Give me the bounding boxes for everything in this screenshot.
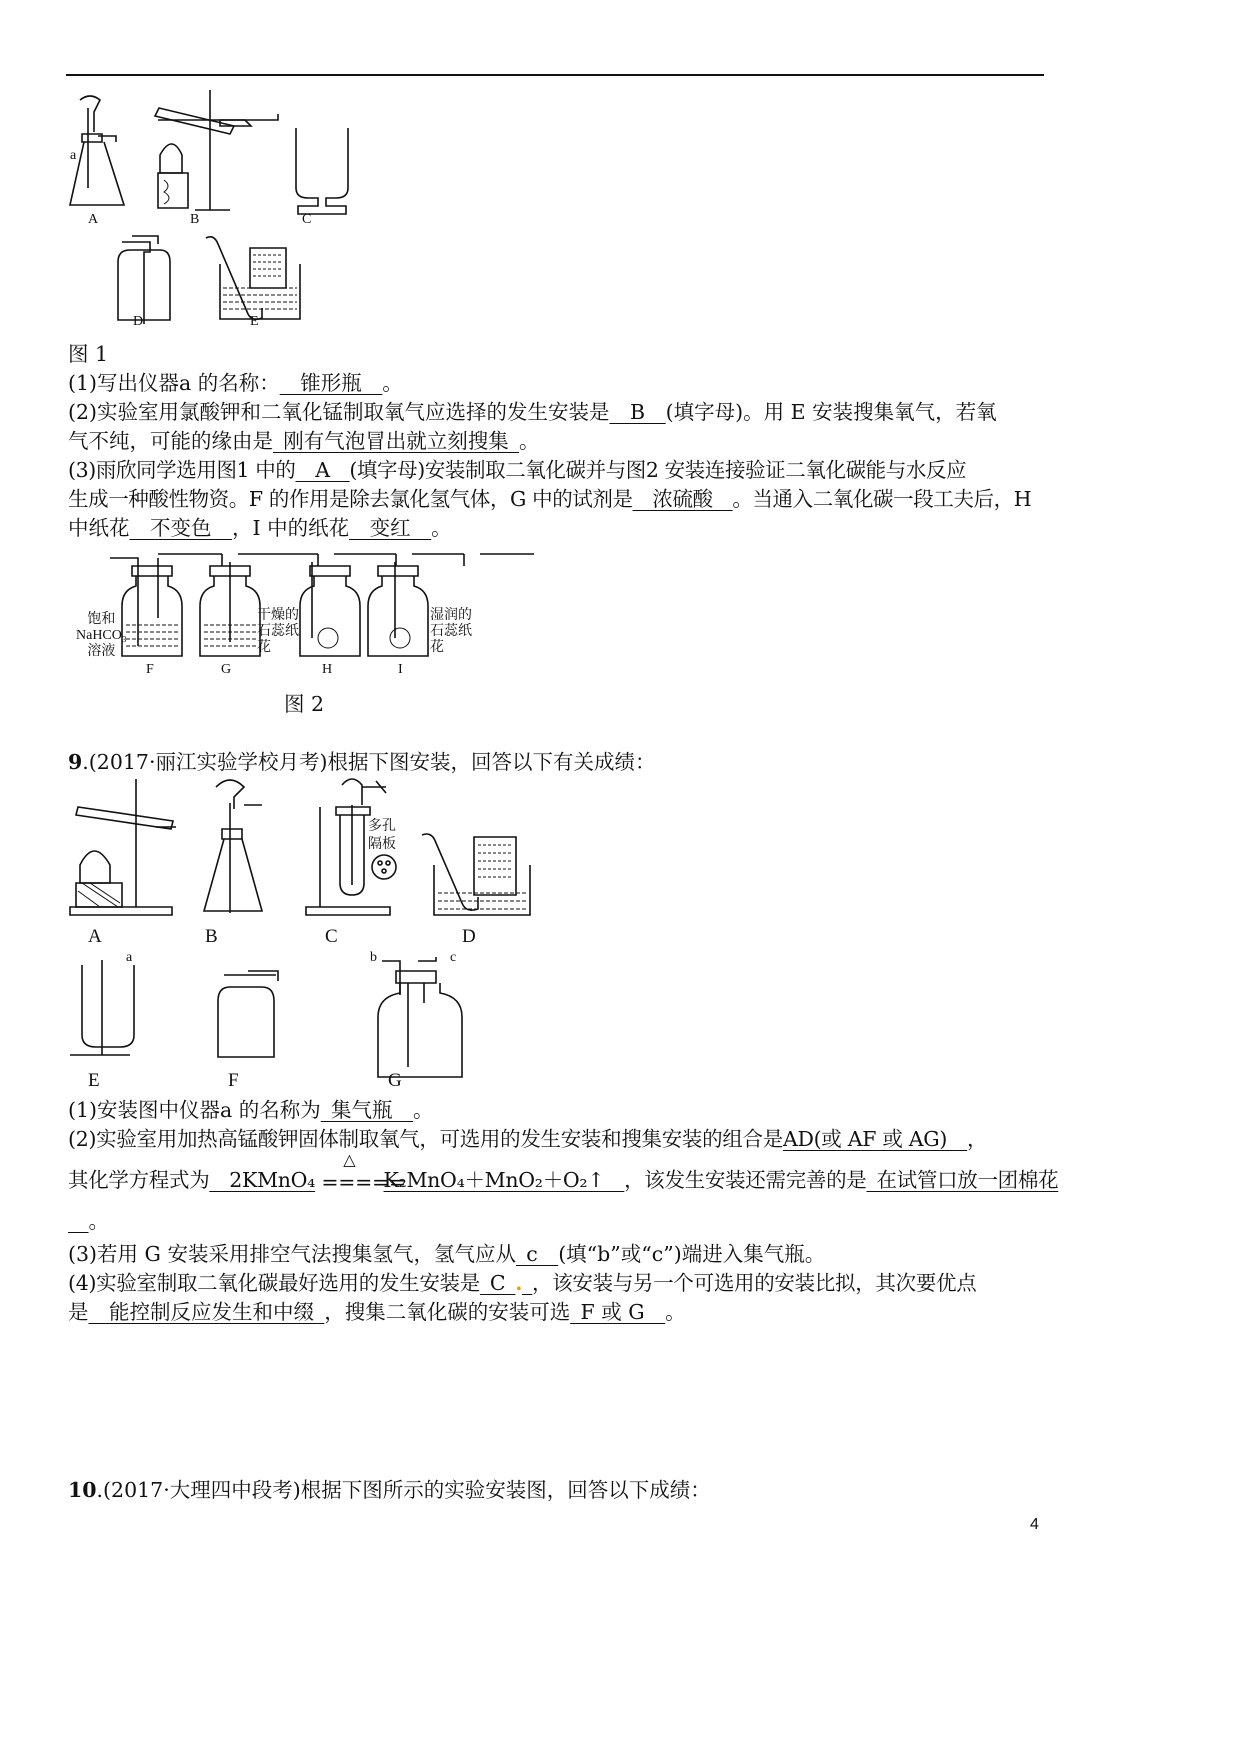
fig2-letter-H: H bbox=[322, 662, 333, 677]
q9-answer-2a: AD(或 AF 或 AG)__ bbox=[782, 1127, 967, 1151]
q10-stem: 10.(2017·大理四中段考)根据下图所示的实验安装图，回答以下成绩： bbox=[68, 1478, 711, 1502]
fig2-label-dry-flower: 干燥的 石蕊纸 花 bbox=[257, 608, 299, 655]
q8-answer-1: __锥形瓶__ bbox=[279, 371, 383, 395]
q8-answer-2a: __B__ bbox=[609, 400, 666, 424]
q9-label-F: F bbox=[228, 1070, 239, 1091]
header-rule bbox=[66, 74, 1044, 76]
q9-part4-line1: (4)实验室制取二氧化碳最好选用的发生安装是_C_._，该安装与另一个可选用的安装比拟，其次要优点 bbox=[68, 1271, 977, 1295]
figure-q9-apparatus bbox=[66, 775, 556, 1085]
q9-label-porous-plate: 多孔 隔板 bbox=[368, 819, 396, 852]
fig2-letter-F: F bbox=[146, 662, 154, 677]
fig1-label-a: a bbox=[70, 148, 77, 163]
q9-label-C: C bbox=[325, 926, 338, 947]
q9-label-c: c bbox=[450, 950, 457, 965]
q8-part3-line3: 中纸花__不变色__，I 中的纸花__变红__。 bbox=[68, 516, 452, 540]
q9-label-A: A bbox=[88, 926, 102, 947]
fig1-label-E: E bbox=[250, 314, 259, 329]
q9-answer-1: _集气瓶__ bbox=[320, 1098, 414, 1122]
q9-label-b: b bbox=[370, 950, 377, 965]
fig1-label-C: C bbox=[302, 212, 312, 227]
q9-equation-right: K₂MnO₄＋MnO₂＋O₂↑__ bbox=[383, 1168, 625, 1192]
q9-label-a: a bbox=[126, 950, 133, 965]
q9-answer-4a: _C_ bbox=[479, 1271, 516, 1295]
q9-equation-left: __2KMnO₄ bbox=[209, 1168, 316, 1192]
q9-answer-4b-1: __能控制反应发生和中缀_ bbox=[88, 1300, 325, 1324]
fig1-label-A: A bbox=[88, 212, 99, 227]
fig1-label-D: D bbox=[133, 314, 144, 329]
q8-part3-line1: (3)雨欣同学选用图1 中的__A__(填字母)安装制取二氧化碳并与图2 安装连接验证二氧化碳能与水反应 bbox=[68, 458, 967, 482]
q8-answer-2b: _刚有气泡冒出就立刻搜集_ bbox=[273, 429, 519, 453]
q9-answer-2b: _在试管口放一团棉花 bbox=[866, 1168, 1059, 1192]
q8-part1: (1)写出仪器a 的名称：__锥形瓶__。 bbox=[68, 371, 403, 395]
q9-part3: (3)若用 G 安装采用排空气法搜集氢气，氢气应从_c__(填“b”或“c”)端进入集气瓶。 bbox=[68, 1242, 826, 1266]
q8-answer-3c-2: __变红__ bbox=[349, 516, 432, 540]
figure-1-apparatus bbox=[60, 90, 420, 330]
fig2-letter-I: I bbox=[398, 662, 403, 677]
q9-stem: 9.(2017·丽江实验学校月考)根据下图安装，回答以下有关成绩： bbox=[68, 750, 656, 774]
q9-label-E: E bbox=[88, 1070, 100, 1091]
fig2-label-wet-flower: 湿润的 石蕊纸 花 bbox=[430, 608, 472, 655]
q9-answer-3: _c__ bbox=[515, 1242, 559, 1266]
q9-part2-line3: __。 bbox=[68, 1209, 109, 1233]
q9-label-D: D bbox=[462, 926, 476, 947]
q9-answer-4b-2: _F 或 G__ bbox=[570, 1300, 666, 1324]
q9-part2-line2: 其化学方程式为__2KMnO₄ △ ===== K₂MnO₄＋MnO₂＋O₂↑__，该发生安装还需完善的是_在试管口放一团棉花 bbox=[68, 1149, 1059, 1194]
q8-part3-line2: 生成一种酸性物资。F 的作用是除去氯化氢气体，G 中的试剂是__浓硫酸__。当通入二氧化碳一段工夫后，H bbox=[68, 487, 1032, 511]
q8-answer-3b: __浓硫酸__ bbox=[632, 487, 733, 511]
fig1-label-B: B bbox=[190, 212, 200, 227]
fig2-letter-G: G bbox=[221, 662, 232, 677]
q8-answer-3c-1: __不变色__ bbox=[129, 516, 232, 540]
q9-label-G: G bbox=[388, 1070, 402, 1091]
q9-part2-line1: (2)实验室用加热高锰酸钾固体制取氧气，可选用的发生安装和搜集安装的组合是AD(或 AF 或 AG)__， bbox=[68, 1127, 988, 1151]
q8-part2-line2: 气不纯，可能的缘由是_刚有气泡冒出就立刻搜集_。 bbox=[68, 429, 540, 453]
q9-part1: (1)安装图中仪器a 的名称为_集气瓶__。 bbox=[68, 1098, 434, 1122]
page-number: 4 bbox=[1030, 1516, 1039, 1533]
q9-part4-line2: 是__能控制反应发生和中缀_，搜集二氧化碳的安装可选_F 或 G__。 bbox=[68, 1300, 686, 1324]
q8-answer-3a: __A__ bbox=[295, 458, 350, 482]
fig2-label-nahco3: 饱和 NaHCO₃ 溶液 bbox=[76, 612, 127, 659]
q8-part2-line1: (2)实验室用氯酸钾和二氧化锰制取氧气应选择的发生安装是__B__(填字母)。用 E 安装搜集氧气，若氧 bbox=[68, 400, 997, 424]
fig1-caption: 图 1 bbox=[68, 342, 109, 366]
q9-label-B: B bbox=[205, 926, 218, 947]
q9-equation-condition: △ ===== bbox=[321, 1149, 406, 1194]
fig2-caption: 图 2 bbox=[284, 692, 325, 716]
